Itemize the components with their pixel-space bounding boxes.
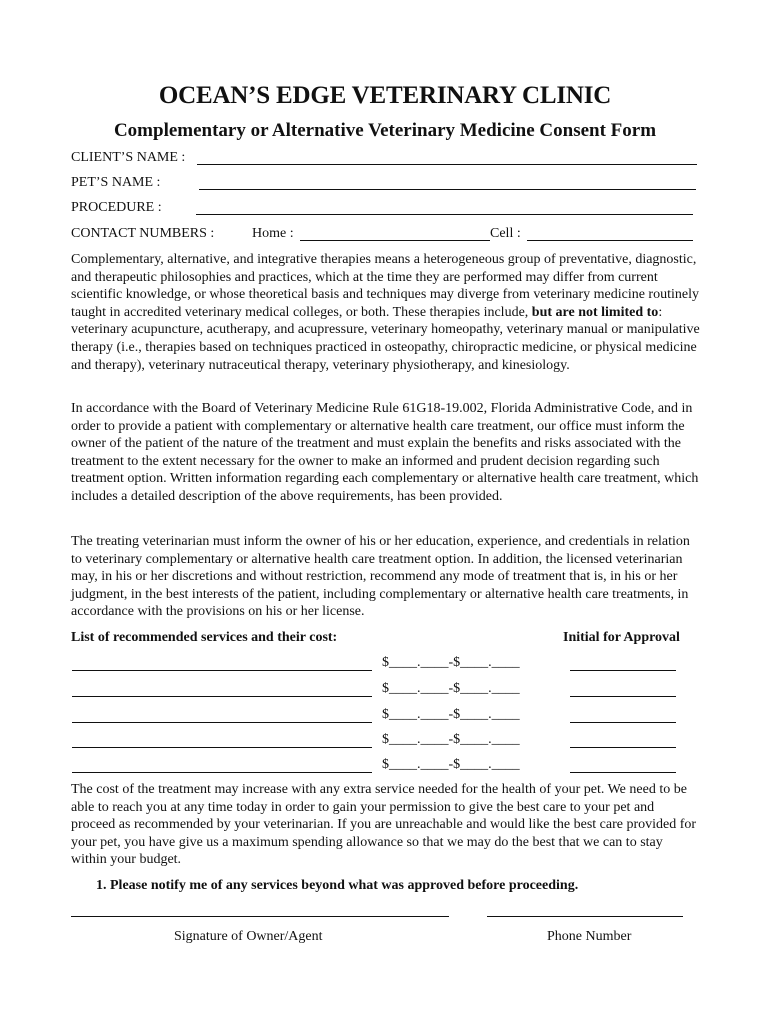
phone-number-field[interactable] <box>487 916 683 917</box>
bold-emphasis: but are not limited to <box>531 304 659 320</box>
initial-field[interactable] <box>570 722 676 723</box>
pet-name-field[interactable] <box>199 189 696 190</box>
initial-field[interactable] <box>570 696 676 697</box>
service-name-field[interactable] <box>72 772 372 773</box>
procedure-label: PROCEDURE : <box>71 200 162 215</box>
initial-approval-heading: Initial for Approval <box>563 630 680 645</box>
owner-signature-field[interactable] <box>71 916 449 917</box>
cell-phone-field[interactable] <box>527 240 693 241</box>
approval-notice: 1. Please notify me of any services beyond what was approved before proceeding. <box>96 878 579 893</box>
clinic-title: OCEAN’S EDGE VETERINARY CLINIC <box>158 82 612 109</box>
services-list-heading: List of recommended services and their cost: <box>71 630 338 645</box>
veterinarian-credentials-paragraph: The treating veterinarian must inform the owner of his or her education, experience, and credentials in relation to veterinary complementary or alternative health care treatment option. In addition, the licensed veterinarian may, in his or her discretions and without restriction, recommend any mode of treatment that is, in his or her judgment, in the best interests of the patient, including complementary or alternative health care treatments, in accordance with the provisions on his or her license. <box>71 534 690 620</box>
initial-field[interactable] <box>570 670 676 671</box>
form-subtitle: Complementary or Alternative Veterinary Medicine Consent Form <box>113 120 657 141</box>
service-cost[interactable]: $____.____-$____.____ <box>382 655 520 670</box>
initial-field[interactable] <box>570 772 676 773</box>
client-name-label: CLIENT’S NAME : <box>71 150 186 165</box>
therapies-definition-paragraph <box>71 251 701 374</box>
contact-numbers-label: CONTACT NUMBERS : <box>71 226 215 241</box>
paragraph-text: Complementary, alternative, and integrative therapies means a heterogeneous group of preventative, diagnostic, and therapeutic philosophies and practices, which at the time they are performed may differ from current scientific knowledge, or whose theoretical basis and techniques may diverge from veterinary medicine routinely taught in accredited veterinary medical colleges, or both. These therapies include, <box>71 252 699 320</box>
service-name-field[interactable] <box>72 722 372 723</box>
phone-number-label: Phone Number <box>547 929 632 944</box>
client-name-field[interactable] <box>197 164 697 165</box>
service-cost[interactable]: $____.____-$____.____ <box>382 732 520 747</box>
initial-field[interactable] <box>570 747 676 748</box>
service-cost[interactable]: $____.____-$____.____ <box>382 707 520 722</box>
paragraph-text: : veterinary acupuncture, acutherapy, and acupressure, veterinary homeopathy, veterinary manual or manipulative therapy (i.e., therapies based on techniques practiced in osteopathy, chiropractic medicine, or physical medicine and therapy), veterinary nutraceutical therapy, veterinary physiotherapy, and kinesiology. <box>71 304 700 373</box>
cell-phone-label: Cell : <box>490 226 521 241</box>
service-name-field[interactable] <box>72 747 372 748</box>
cost-increase-paragraph: The cost of the treatment may increase with any extra service needed for the health of your pet. We need to be able to reach you at any time today in order to gain your permission to give the best care to your pet and proceed as recommended by your veterinarian. If you are unreachable and would like the best care provided for your pet, you have give us a maximum spending allowance so that we may do the best that we can to stay within your budget. <box>71 782 697 868</box>
pet-name-label: PET’S NAME : <box>71 175 161 190</box>
service-cost[interactable]: $____.____-$____.____ <box>382 757 520 772</box>
service-cost[interactable]: $____.____-$____.____ <box>382 681 520 696</box>
home-phone-label: Home : <box>252 226 294 241</box>
home-phone-field[interactable] <box>300 240 490 241</box>
service-name-field[interactable] <box>72 696 372 697</box>
service-name-field[interactable] <box>72 670 372 671</box>
owner-signature-label: Signature of Owner/Agent <box>174 929 323 944</box>
procedure-field[interactable] <box>196 214 693 215</box>
board-rule-paragraph: In accordance with the Board of Veterinary Medicine Rule 61G18-19.002, Florida Administrative Code, and in order to provide a patient with complementary or alternative health care treatment, our office must inform the owner of the patient of the nature of the treatment and must explain the benefits and risks associated with the treatment to the extent necessary for the owner to make an informed and prudent decision regarding such treatment option. Written information regarding each complementary or alternative health care treatment, which includes a detailed description of the above requirements, has been provided. <box>71 401 699 504</box>
